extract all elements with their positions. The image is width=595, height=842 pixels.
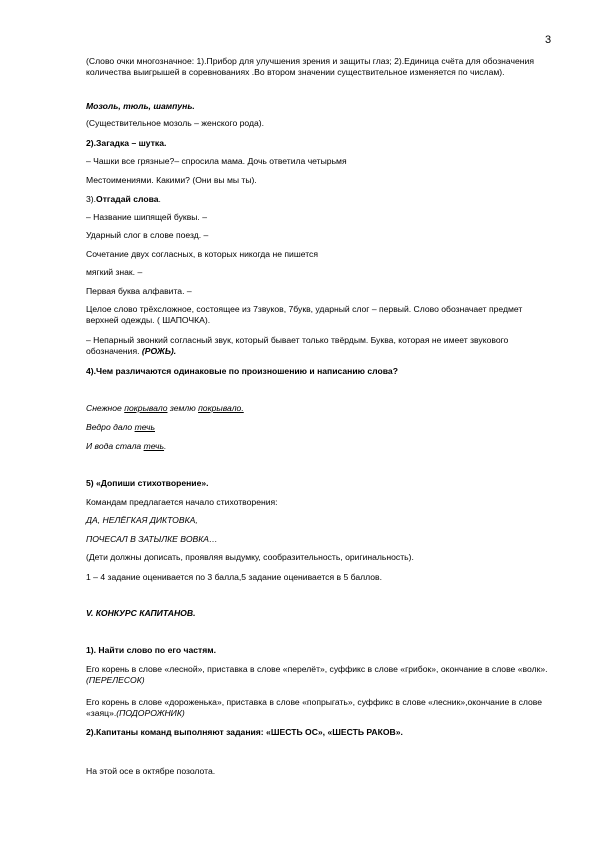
- heading-words-list: Мозоль, тюль, шампунь.: [86, 101, 195, 111]
- guess-words-title: Отгадай слова: [96, 194, 159, 204]
- guess-words-number: 3).: [86, 194, 97, 204]
- paragraph-teams-given: Командам предлагается начало стихотворения:: [86, 497, 278, 507]
- paragraph-wasp-riddle: На этой осе в октябре позолота.: [86, 766, 216, 776]
- paragraph-children-note: (Дети должны дописать, проявляя выдумку, сообразительность, оригинальность).: [86, 552, 414, 562]
- poem-start-line-1: ДА, НЕЛЁГКАЯ ДИКТОВКА,: [86, 515, 198, 525]
- heading-captains-tasks: 2).Капитаны команд выполняют задания: «ШЕСТЬ ОС», «ШЕСТЬ РАКОВ».: [86, 727, 403, 737]
- paragraph-riddle-answer: Местоимениями. Какими? (Они вы мы ты).: [86, 175, 257, 185]
- clue-2: Ударный слог в слове поезд. –: [86, 230, 209, 240]
- heading-guess-words: [86, 194, 556, 205]
- podorozhnik-task-text: Его корень в слове «дороженька», приставка в слове «попрыгать», суффикс в слове «лесник»,окончание в слове «заяц».: [86, 697, 543, 718]
- pereleosk-task-text: Его корень в слове «лесной», приставка в слове «перелёт», суффикс в слове «грибок», окончание в слове «волк».: [86, 664, 548, 674]
- paragraph-ochki-explanation: (Слово очки многозначное: 1).Прибор для улучшения зрения и защиты глаз; 2).Единица счёта для обозначения количества выигрышей в соревнованиях .Во втором значении существительное изменяется по числам).: [86, 56, 534, 77]
- poem-start-line-2: ПОЧЕСАЛ В ЗАТЫЛКЕ ВОВКА…: [86, 534, 218, 544]
- pereleosk-task-answer: (ПЕРЕЛЕСОК): [86, 675, 145, 685]
- clue-soft-sign: [86, 335, 556, 357]
- guess-words-dot: .: [158, 194, 161, 204]
- heading-riddle-joke: 2).Загадка – шутка.: [86, 138, 167, 148]
- poem-line-1-part-a: Снежное: [86, 403, 125, 413]
- clue-whole-word: Целое слово трёхсложное, состоящее из 7звуков, 7букв, ударный слог – первый. Слово обозначает предмет верхней одежды. ( ШАПОЧКА).: [86, 304, 523, 325]
- paragraph-scoring: 1 – 4 задание оценивается по 3 балла,5 задание оценивается в 5 баллов.: [86, 572, 382, 582]
- heading-find-word: 1). Найти слово по его частям.: [86, 645, 216, 655]
- clue-soft-sign-text: – Непарный звонкий согласный звук, который бывает только твёрдым. Буква, которая не имеет звукового обозначения.: [86, 335, 509, 356]
- poem-line-1-part-c: землю: [167, 403, 199, 413]
- paragraph-pereleosk-task: [86, 664, 556, 686]
- clue-1: – Название шипящей буквы. –: [86, 212, 207, 222]
- clue-3-continued: мягкий знак. –: [86, 267, 143, 277]
- page-number: 3: [545, 34, 552, 46]
- podorozhnik-task-answer: (ПОДОРОЖНИК): [116, 708, 185, 718]
- poem-line-3-part-a: И вода стала: [86, 441, 144, 451]
- heading-homonyms: 4).Чем различаются одинаковые по произношению и написанию слова?: [86, 366, 398, 376]
- poem-line-1-part-d: покрывало.: [198, 403, 244, 413]
- heading-finish-poem: 5) «Допиши стихотворение».: [86, 478, 209, 488]
- poem-line-3-part-c: .: [164, 441, 167, 451]
- paragraph-riddle-question: – Чашки все грязные?– спросила мама. Дочь ответила четырьмя: [86, 156, 347, 166]
- poem-line-2: [86, 422, 556, 433]
- clue-3: Сочетание двух согласных, в которых никогда не пишется: [86, 249, 318, 259]
- poem-line-1: [86, 403, 556, 414]
- paragraph-podorozhnik-task: [86, 697, 556, 719]
- poem-line-1-part-b: покрывало: [124, 403, 168, 413]
- clue-soft-sign-answer: (РОЖЬ).: [141, 346, 177, 356]
- paragraph-mozol-note: (Существительное мозоль – женского рода).: [86, 118, 265, 128]
- poem-line-3: [86, 441, 556, 452]
- clue-4: Первая буква алфавита. –: [86, 286, 192, 296]
- poem-line-3-part-b: течь: [143, 441, 165, 451]
- heading-captains-contest: V. КОНКУРС КАПИТАНОВ.: [86, 608, 196, 618]
- poem-line-2-part-a: Ведро дало: [86, 422, 135, 432]
- poem-line-2-part-b: течь: [134, 422, 155, 432]
